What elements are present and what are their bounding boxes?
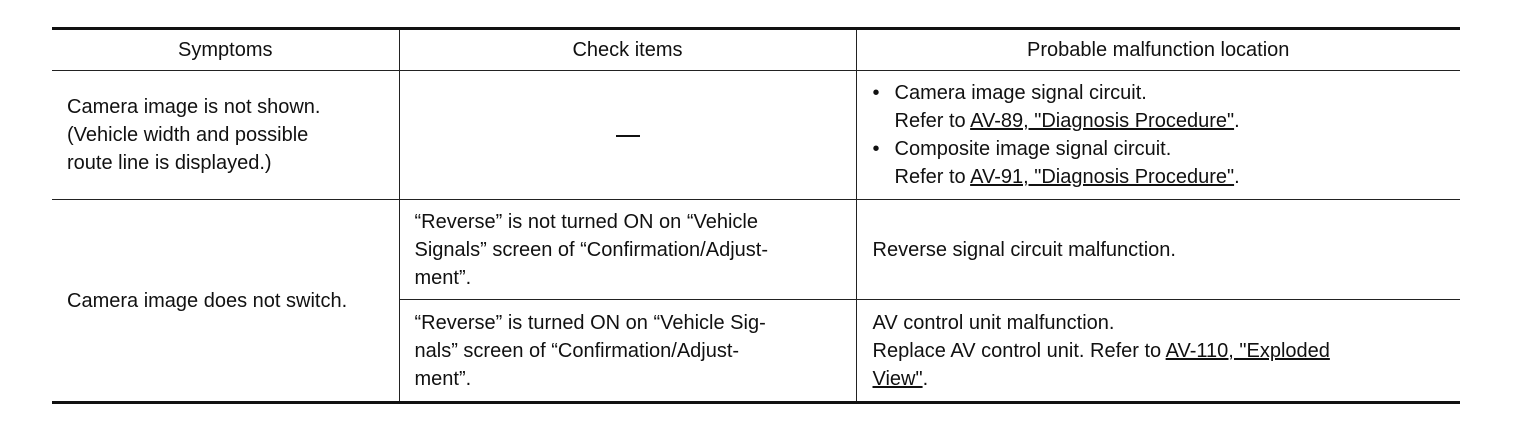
refer-suffix: . (922, 367, 929, 390)
symptom-line: route line is displayed.) (67, 152, 272, 174)
location-cell (856, 300, 1460, 403)
header-symptoms: Symptoms (52, 29, 399, 71)
table-row (52, 71, 1460, 200)
diagnosis-table (52, 27, 1460, 404)
refer-prefix: Replace AV control unit. Refer to (872, 339, 1166, 362)
reference-link[interactable]: View" (872, 367, 923, 390)
location-text: AV control unit malfunction. (872, 311, 1115, 334)
refer-line (895, 163, 1449, 191)
reference-link[interactable]: AV-110, "Exploded (1165, 339, 1330, 362)
header-probable-location: Probable malfunction location (856, 29, 1460, 71)
symptom-cell: Camera image does not switch. (52, 200, 399, 403)
check-line: “Reverse” is not turned ON on “Vehicle (414, 210, 758, 233)
check-cell (399, 200, 856, 300)
symptom-line: (Vehicle width and possible (67, 124, 309, 146)
table-row (52, 200, 1460, 300)
location-cell (856, 71, 1460, 200)
check-cell (399, 300, 856, 403)
bullet-icon: • (872, 138, 880, 160)
bullet-icon: • (872, 82, 880, 104)
reference-link[interactable]: AV-91, "Diagnosis Procedure" (970, 166, 1235, 188)
check-cell (399, 71, 856, 200)
reference-link[interactable]: AV-89, "Diagnosis Procedure" (970, 110, 1235, 132)
refer-suffix: . (1234, 110, 1240, 132)
check-line: Signals” screen of “Confirmation/Adjust- (414, 238, 768, 261)
refer-suffix: . (1234, 166, 1240, 188)
location-text: Camera image signal circuit. (894, 82, 1147, 104)
refer-line (895, 107, 1449, 135)
refer-line (873, 365, 1449, 393)
refer-line (873, 337, 1449, 365)
check-line: ment”. (414, 367, 472, 390)
none-dash (616, 135, 640, 137)
check-line: ment”. (414, 266, 472, 289)
location-text: Composite image signal circuit. (894, 138, 1172, 160)
symptom-cell (52, 71, 399, 200)
header-row (52, 29, 1460, 71)
location-cell: Reverse signal circuit malfunction. (856, 200, 1460, 300)
refer-prefix: Refer to (894, 166, 971, 188)
header-check-items: Check items (399, 29, 856, 71)
refer-prefix: Refer to (894, 110, 971, 132)
check-line: nals” screen of “Confirmation/Adjust- (414, 339, 740, 362)
symptom-line: Camera image is not shown. (67, 96, 321, 118)
location-bullet-item (873, 135, 1449, 191)
check-line: “Reverse” is turned ON on “Vehicle Sig- (414, 311, 766, 334)
location-bullet-item (873, 79, 1449, 135)
